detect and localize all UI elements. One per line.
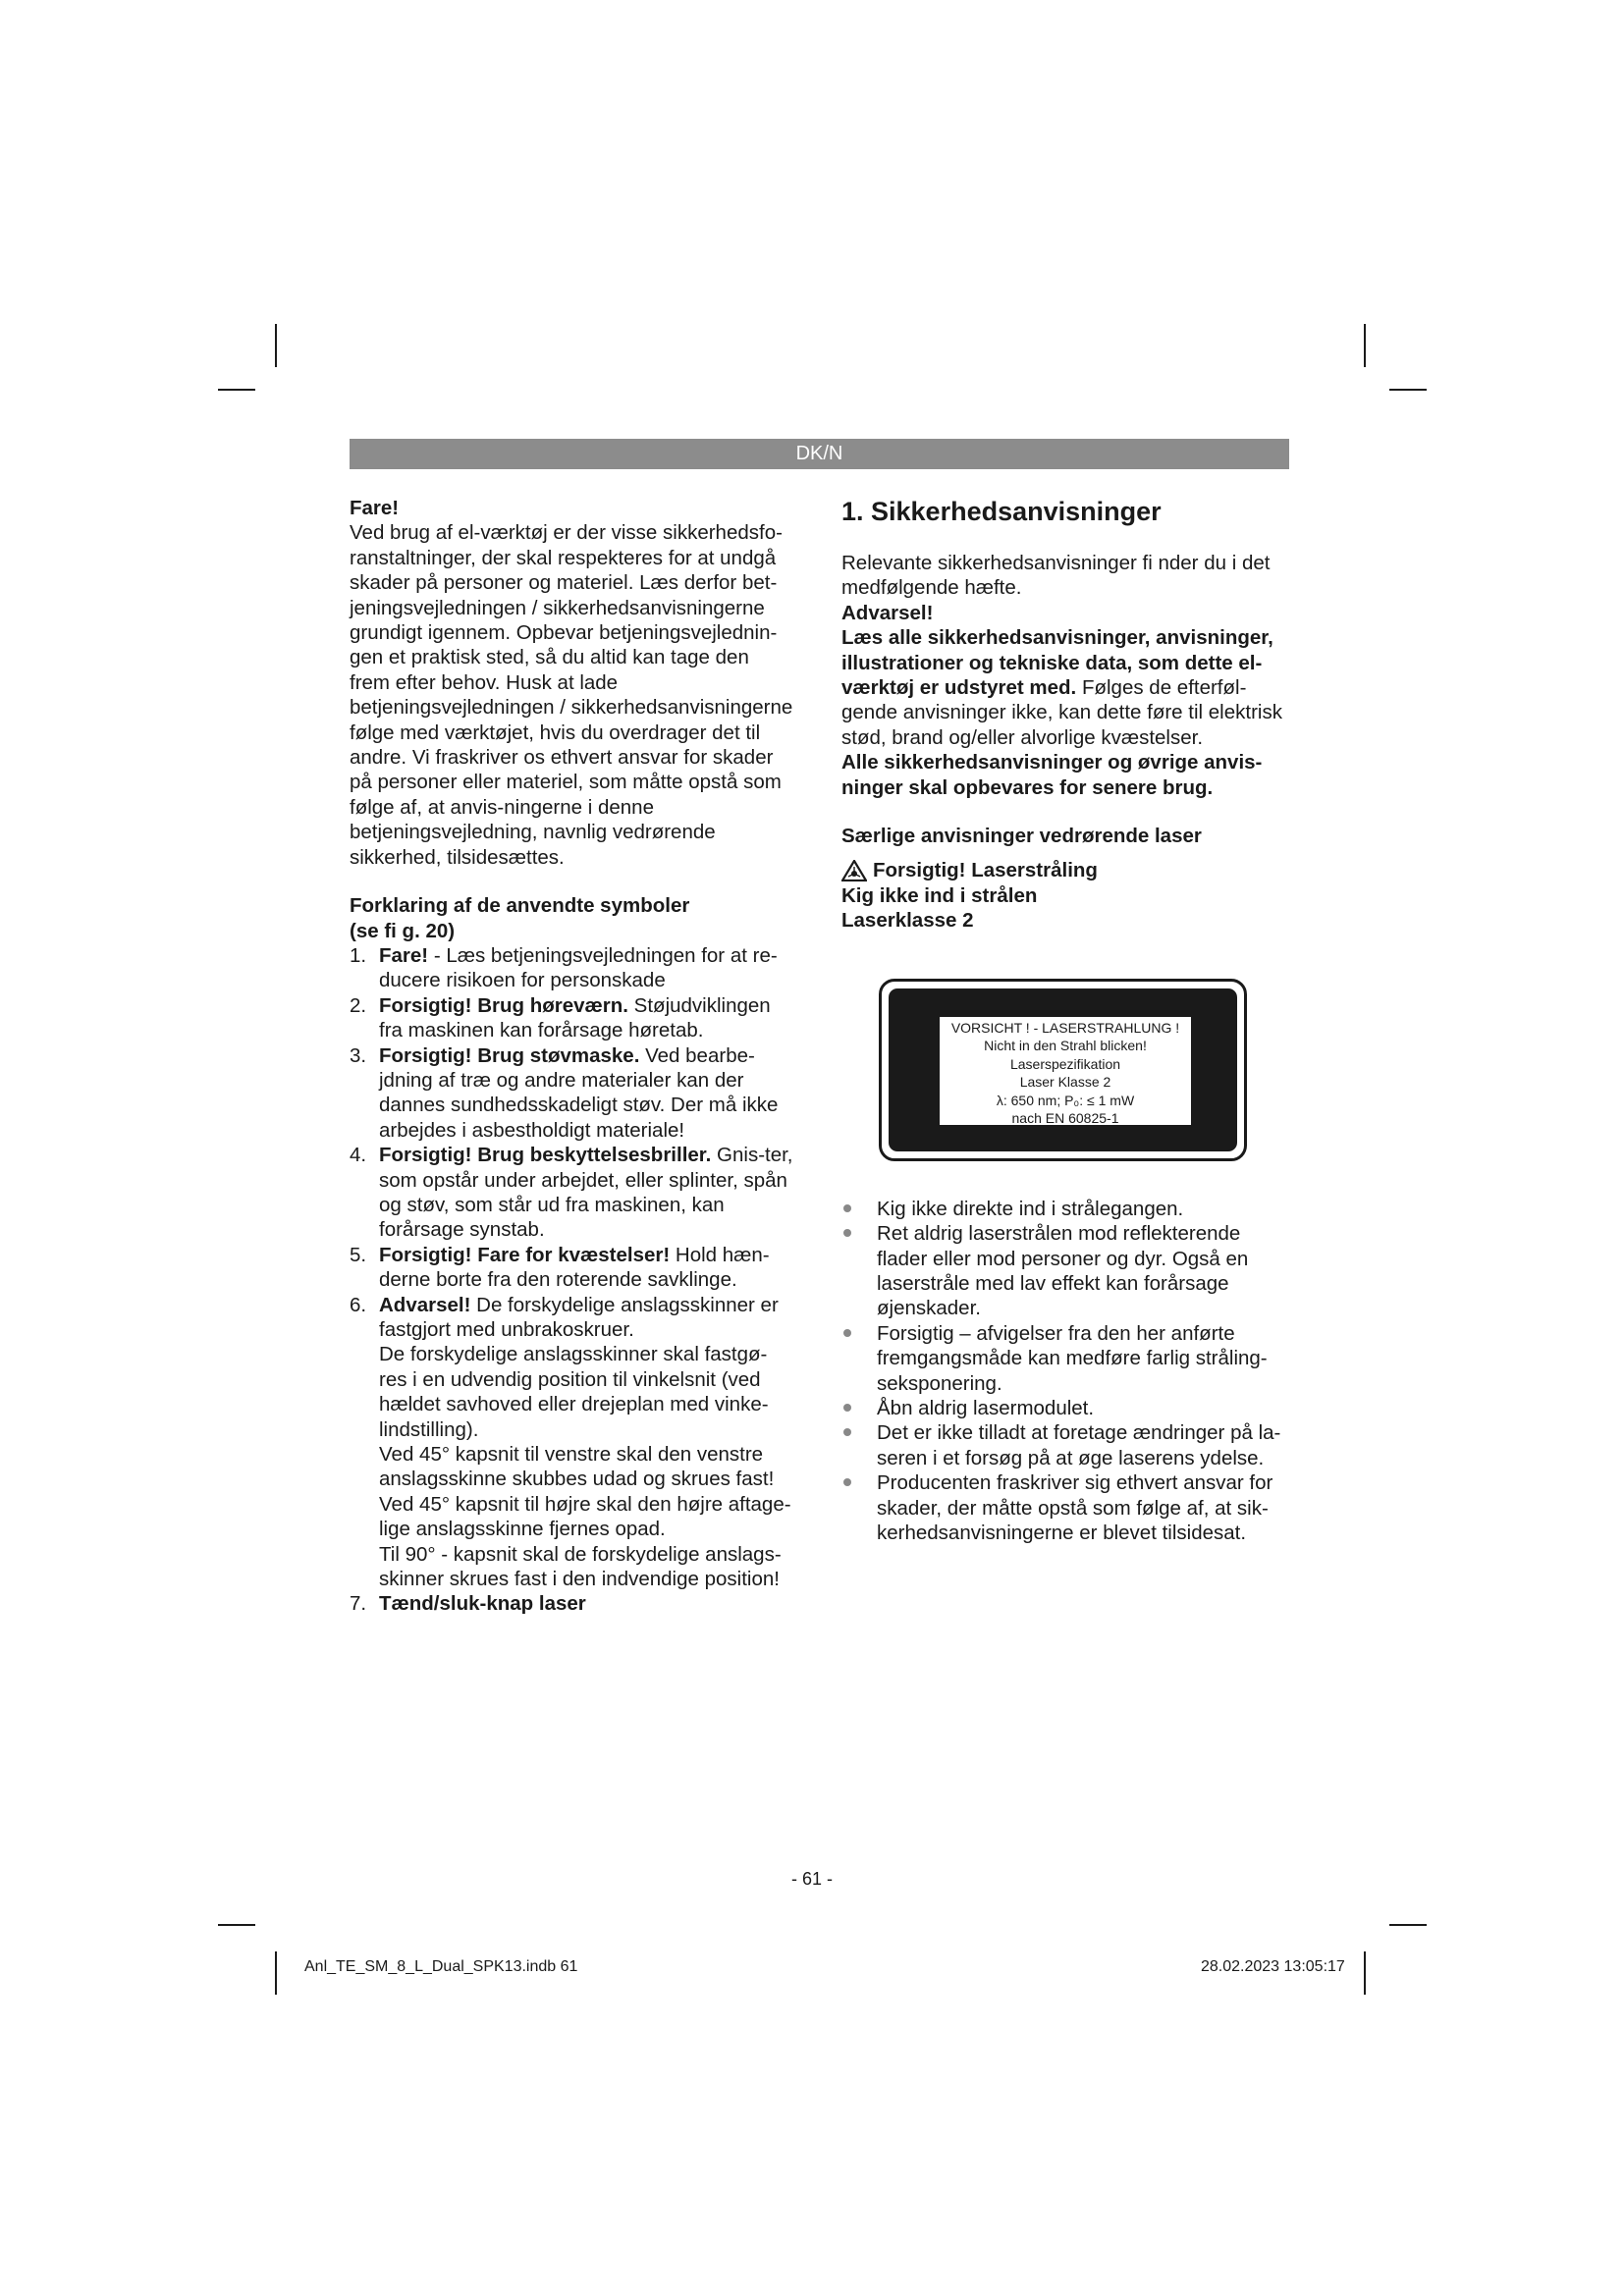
list-item: Forsigtig – afvigelser fra den her anførte fremgangsmåde kan medføre farlig stråling-seksponering. bbox=[841, 1321, 1295, 1396]
danger-title: Fare! bbox=[350, 497, 400, 519]
laser-no-eye: Kig ikke ind i strålen bbox=[841, 883, 1038, 907]
laser-class: Laserklasse 2 bbox=[841, 909, 974, 933]
intro-text: Relevante sikkerhedsanvisninger fi nder du i det medfølgende hæfte. bbox=[841, 552, 1271, 600]
section-title: 1. Sikkerhedsanvisninger bbox=[841, 497, 1162, 526]
laser-warning-icon bbox=[841, 860, 867, 881]
list-item: 3. Forsigtig! Brug støvmaske. Ved bearbe-jdning af træ og andre materialer kan der dannes sundhedsskadeligt støv. Der må ikke arbejdes i asbestholdigt materiale! bbox=[350, 1043, 779, 1142]
laser-heading: Særlige anvisninger vedrørende laser bbox=[841, 825, 1202, 848]
warning-text: Læs alle sikkerhedsanvisninger, anvisninger, illustrationer og tekniske data, som dette el-værktøj er udstyret med. Følges de efterføl-gende anvisninger ikke, kan dette føre til elektrisk stød, brand og/eller alvorlige kvæstelser. bbox=[841, 626, 1282, 749]
left-column bbox=[350, 496, 793, 1617]
crop-mark bbox=[1364, 324, 1366, 367]
list-item: 6. Advarsel! De forskydelige anslagsskinner er fastgjort med unbrakoskruer. De forskydelige anslagsskinner skal fastgø-res i en udvendig position til vinkelsnit (ved hældet savhoved eller drejeplan med vinke-lindstilling). Ved 45° kapsnit til venstre skal den venstre anslagsskinne skubbes udad og skrues fast! Ved 45° kapsnit til højre skal den højre aftage-lige anslagsskinne fjernes opad. Til 90° - kapsnit skal de forskydelige anslags-skinner skrues fast i den indvendige position! bbox=[350, 1293, 791, 1591]
footer-filename: Anl_TE_SM_8_L_Dual_SPK13.indb 61 bbox=[304, 1958, 578, 1975]
laser-label-text: VORSICHT ! - LASERSTRAHLUNG ! Nicht in den Strahl blicken! Laserspezifikation Laser Klasse 2 λ: 650 nm; P₀: ≤ 1 mW nach EN 60825-1 bbox=[940, 1017, 1191, 1125]
crop-mark bbox=[275, 324, 277, 367]
danger-text: Ved brug af el-værktøj er der visse sikkerhedsfo-ranstaltninger, der skal respekteres for at undgå skader på personer og materiel. Læs derfor bet-jeningsvejledningen / sikkerhedsanvisningerne grundigt igennem. Opbevar betjeningsvejlednin-gen et praktisk sted, så du altid kan tage den frem efter behov. Husk at lade betjeningsvejledningen / sikkerhedsanvisningerne følge med værktøjet, hvis du overdrager det til andre. Vi fraskriver os ethvert ansvar for skader på personer eller materiel, som måtte opstå som følge af, at anvis-ningerne i denne betjeningsvejledning, navnlig vedrørende sikkerhed, tilsidesættes. bbox=[350, 521, 793, 869]
symbols-title: Forklaring af de anvendte symboler bbox=[350, 894, 690, 918]
laser-warning-label bbox=[879, 979, 1247, 1161]
footer-datetime: 28.02.2023 13:05:17 bbox=[1201, 1958, 1345, 1975]
list-item: Kig ikke direkte ind i strålegangen. bbox=[841, 1197, 1295, 1221]
list-item: 2. Forsigtig! Brug høreværn. Støjudviklingen fra maskinen kan forårsage høretab. bbox=[350, 993, 771, 1042]
crop-mark bbox=[1364, 1951, 1366, 1995]
crop-mark bbox=[275, 1951, 277, 1995]
crop-mark bbox=[1389, 1924, 1427, 1926]
list-item: Ret aldrig laserstrålen mod reflekterende flader eller mod personer og dyr. Også en laserstråle med lav effekt kan forårsage øjenskader. bbox=[841, 1221, 1295, 1321]
crop-mark bbox=[1389, 389, 1427, 391]
crop-mark bbox=[218, 389, 255, 391]
page-number: - 61 - bbox=[790, 1869, 833, 1889]
right-column bbox=[841, 496, 1295, 1545]
symbols-list bbox=[350, 943, 793, 1617]
list-item: 1. Fare! - Læs betjeningsvejledningen for at re-ducere risikoen for personskade bbox=[350, 943, 778, 992]
symbols-figure-ref: (se fi g. 20) bbox=[350, 919, 456, 942]
list-item: Åbn aldrig lasermodulet. bbox=[841, 1396, 1295, 1420]
warning-keep: Alle sikkerhedsanvisninger og øvrige anvis-ninger skal opbevares for senere brug. bbox=[841, 751, 1263, 799]
list-item: 7. Tænd/sluk-knap laser bbox=[350, 1592, 586, 1616]
list-item: 5. Forsigtig! Fare for kvæstelser! Hold hæn-derne borte fra den roterende savklinge. bbox=[350, 1243, 770, 1292]
crop-mark bbox=[218, 1924, 255, 1926]
list-item: Producenten fraskriver sig ethvert ansvar for skader, der måtte opstå som følge af, at sik-kerhedsanvisningerne er blevet tilsidesat. bbox=[841, 1470, 1295, 1545]
list-item: Det er ikke tilladt at foretage ændringer på la-seren i et forsøg på at øge laserens ydelse. bbox=[841, 1420, 1295, 1470]
laser-bullet-list bbox=[841, 1197, 1295, 1546]
laser-caution-line: Forsigtig! Laserstråling bbox=[841, 858, 1295, 882]
warning-title: Advarsel! bbox=[841, 601, 934, 624]
list-item: 4. Forsigtig! Brug beskyttelsesbriller. Gnis-ter, som opstår under arbejdet, eller splinter, spån og støv, som står ud fra maskinen, kan forårsage synstab. bbox=[350, 1144, 793, 1242]
language-header: DK/N bbox=[350, 439, 1289, 469]
